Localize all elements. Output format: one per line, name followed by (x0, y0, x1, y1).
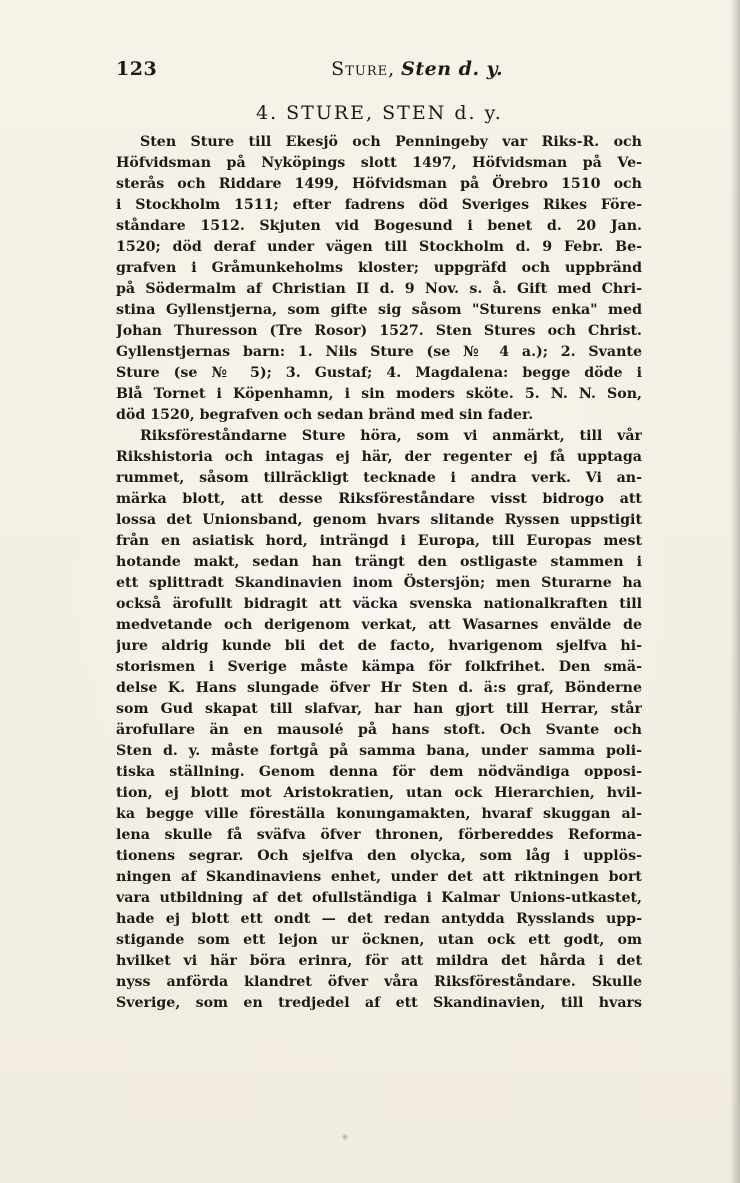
ink-smudge (342, 1133, 348, 1141)
text-line: 1520; död deraf under vägen till Stockholm d. 9 Febr. Be- (116, 239, 642, 255)
text-line: grafven i Gråmunkeholms kloster; uppgräfd och uppbränd (116, 260, 642, 276)
text-line: delse K. Hans slungade öfver Hr Sten d. ä:s graf, Bönderne (116, 680, 642, 696)
text-line: tionens segrar. Och sjelfva den olycka, som låg i upplös- (116, 848, 642, 864)
text-line: storismen i Sverige måste kämpa för folkfrihet. Den smä- (116, 659, 642, 675)
text-line: tion, ej blott mot Aristokratien, utan ock Hierarchien, hvil- (116, 785, 642, 801)
running-head-name: Sture, (331, 58, 396, 80)
text-line: från en asiatisk hord, inträngd i Europa, till Europas mest (116, 533, 642, 549)
text-line: Blå Tornet i Köpenhamn, i sin moders sköte. 5. N. N. Son, (116, 386, 642, 402)
text-line: nyss anförda klandret öfver våra Riksföreståndare. Skulle (116, 974, 642, 990)
text-line: ett splittradt Skandinavien inom Östersjön; men Sturarne ha (116, 575, 642, 591)
text-line: Höfvidsman på Nyköpings slott 1497, Höfvidsman på Ve- (116, 155, 642, 171)
text-line: Riksföreståndarne Sture höra, som vi anmärkt, till vår (140, 428, 642, 444)
text-line: ärofullare än en mausolé på hans stoft. Och Svante och (116, 722, 642, 738)
text-line: hotande makt, sedan han trängt den ostligaste stammen i (116, 554, 642, 570)
running-head (331, 58, 503, 80)
text-line: ningen af Skandinaviens enhet, under det att riktningen bort (116, 869, 642, 885)
text-line: hade ej blott ett ondt — det redan antydda Rysslands upp- (116, 911, 642, 927)
text-line: Johan Thuresson (Tre Rosor) 1527. Sten Stures och Christ. (116, 323, 642, 339)
text-line: lena skulle få sväfva öfver thronen, förbereddes Reforma- (116, 827, 642, 843)
text-line: död 1520, begrafven och sedan bränd med sin fader. (116, 407, 534, 423)
text-line: ståndare 1512. Skjuten vid Bogesund i benet d. 20 Jan. (116, 218, 642, 234)
running-head-rest: Sten d. y. (401, 58, 504, 80)
text-line: stina Gyllenstjerna, som gifte sig såsom "Sturens enka" med (116, 302, 642, 318)
text-line: som Gud skapat till slafvar, har han gjort till Herrar, står (116, 701, 642, 717)
text-line: lossa det Unionsband, genom hvars slitande Ryssen uppstigit (116, 512, 642, 528)
text-line: Sten Sture till Ekesjö och Penningeby var Riks-R. och (140, 134, 642, 150)
text-line: ka begge ville föreställa konungamakten, hvaraf skuggan al- (116, 806, 642, 822)
page-header (116, 58, 636, 86)
page-number: 123 (116, 58, 158, 80)
text-line: också ärofullt bidragit att väcka svenska nationalkraften till (116, 596, 642, 612)
text-line: Rikshistoria och intagas ej här, der regenter ej få upptaga (116, 449, 642, 465)
text-line: Sverige, som en tredjedel af ett Skandinavien, till hvars (116, 995, 642, 1011)
text-line: Gyllenstjernas barn: 1. Nils Sture (se № 4 a.); 2. Svante (116, 344, 642, 360)
text-line: Sten d. y. måste fortgå på samma bana, under samma poli- (116, 743, 642, 759)
body-text (116, 132, 642, 1014)
text-line: tiska ställning. Genom denna för dem nödvändiga opposi- (116, 764, 642, 780)
text-line: i Stockholm 1511; efter fadrens död Sveriges Rikes Före- (116, 197, 642, 213)
text-line: rummet, såsom tillräckligt tecknade i andra verk. Vi an- (116, 470, 642, 486)
text-line: jure aldrig kunde bli det de facto, hvarigenom sjelfva hi- (116, 638, 642, 654)
text-line: hvilket vi här böra erinra, för att mildra det hårda i det (116, 953, 642, 969)
text-line: märka blott, att desse Riksföreståndare visst bidrogo att (116, 491, 642, 507)
section-title: 4. STURE, STEN d. y. (256, 102, 503, 124)
text-line: vara utbildning af det ofullständiga i Kalmar Unions-utkastet, (116, 890, 642, 906)
text-line: medvetande och derigenom verkat, att Wasarnes envälde de (116, 617, 642, 633)
text-line: sterås och Riddare 1499, Höfvidsman på Örebro 1510 och (116, 176, 642, 192)
page-edge-shadow (730, 0, 740, 1183)
text-line: på Södermalm af Christian II d. 9 Nov. s. å. Gift med Chri- (116, 281, 642, 297)
text-line: Sture (se № 5); 3. Gustaf; 4. Magdalena: begge döde i (116, 365, 642, 381)
text-line: stigande som ett lejon ur öcknen, utan ock ett godt, om (116, 932, 642, 948)
